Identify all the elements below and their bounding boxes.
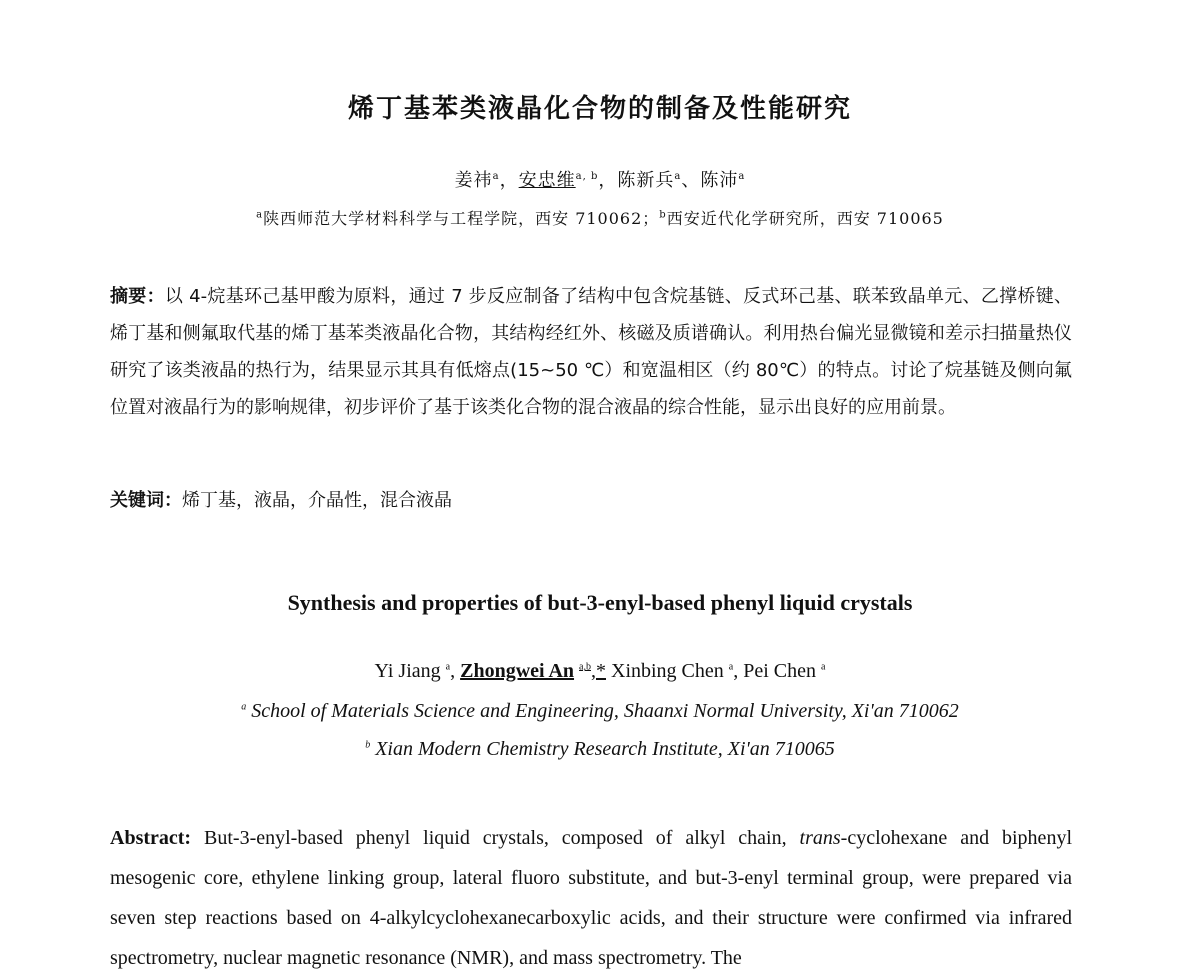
cn-author-3: 陈新兵 xyxy=(617,170,675,191)
cn-author-sep: ， xyxy=(499,170,519,191)
en-affil-b-sup: b xyxy=(365,739,371,751)
en-author-3-sup: a xyxy=(728,661,734,673)
en-author-sep: , xyxy=(733,660,744,682)
english-authors xyxy=(0,660,1200,683)
en-affil-b-text: Xian Modern Chemistry Research Institute, Xi'an 710065 xyxy=(375,738,835,760)
en-author-2-star: ,* xyxy=(591,660,606,682)
cn-author-2-sup: a, b xyxy=(575,171,599,182)
cn-abstract-text: 以 4-烷基环己基甲酸为原料，通过 7 步反应制备了结构中包含烷基链、反式环己基、联苯致晶单元、乙撑桥键、烯丁基和侧氟取代基的烯丁基苯类液晶化合物，其结构经红外、核磁及质谱确认。利用热台偏光显微镜和差示扫描量热仪研究了该类液晶的热行为，结果显示其具有低熔点(15~50 ℃）和宽温相区（约 80℃）的特点。讨论了烷基链及侧向氟位置对液晶行为的影响规律，初步评价了基于该类化合物的混合液晶的综合性能，显示出良好的应用前景。 xyxy=(110,286,1072,418)
chinese-keywords xyxy=(110,482,1072,519)
chinese-title: 烯丁基苯类液晶化合物的制备及性能研究 xyxy=(347,94,852,124)
cn-affil-a-sup: a xyxy=(256,209,264,221)
en-affil-a-text: School of Materials Science and Engineering, Shaanxi Normal University, Xi'an 710062 xyxy=(251,700,959,722)
en-author-4: Pei Chen xyxy=(743,660,817,682)
cn-author-2-corresponding: 安忠维 xyxy=(518,170,576,191)
en-author-1-sup: a xyxy=(445,661,451,673)
en-author-1: Yi Jiang xyxy=(374,660,441,682)
en-abstract-label: Abstract: xyxy=(110,827,192,849)
cn-author-1-sup: a xyxy=(492,171,500,182)
cn-keywords-text: 烯丁基，液晶，介晶性，混合液晶 xyxy=(182,490,452,511)
chinese-authors xyxy=(0,166,1200,192)
english-abstract xyxy=(110,818,1072,978)
chinese-abstract xyxy=(110,278,1072,426)
cn-author-sep: 、 xyxy=(681,170,701,191)
cn-author-4: 陈沛 xyxy=(700,170,739,191)
cn-author-3-sup: a xyxy=(674,171,682,182)
cn-author-4-sup: a xyxy=(738,171,746,182)
cn-author-1: 姜祎 xyxy=(454,170,493,191)
en-abstract-italic: trans xyxy=(799,827,841,849)
english-affiliation-b xyxy=(0,738,1200,761)
cn-abstract-label: 摘要： xyxy=(110,286,165,307)
en-author-sep: , xyxy=(450,660,461,682)
chinese-affiliations xyxy=(0,206,1200,229)
en-abstract-text-2: -cyclohexane and biphenyl mesogenic core, ethylene linking group, lateral fluoro substitute, and but-3-enyl terminal group, were prepared via seven step reactions based on 4-alkylcyclohexanecarboxylic acids, and their structure were confirmed via infrared spectrometry, nuclear magnetic resonance (NMR), and mass spectrometry. The xyxy=(110,827,1072,969)
en-author-2-sup: a,b xyxy=(579,661,591,673)
cn-affil-b: 西安近代化学研究所，西安 710065 xyxy=(666,209,944,228)
cn-author-sep: ， xyxy=(598,170,618,191)
en-affil-a-sup: a xyxy=(241,701,247,713)
en-author-4-sup: a xyxy=(821,661,826,673)
english-affiliation-a xyxy=(0,700,1200,723)
cn-keywords-label: 关键词： xyxy=(110,490,182,511)
cn-affil-a: 陕西师范大学材料科学与工程学院，西安 710062； xyxy=(263,209,660,228)
en-author-2-corresponding: Zhongwei An xyxy=(460,660,575,682)
en-abstract-text-1: But-3-enyl-based phenyl liquid crystals, composed of alkyl chain, xyxy=(191,827,800,849)
cn-affil-b-sup: b xyxy=(659,209,667,221)
english-title: Synthesis and properties of but-3-enyl-based phenyl liquid crystals xyxy=(287,590,913,615)
en-author-3: Xinbing Chen xyxy=(606,660,724,682)
